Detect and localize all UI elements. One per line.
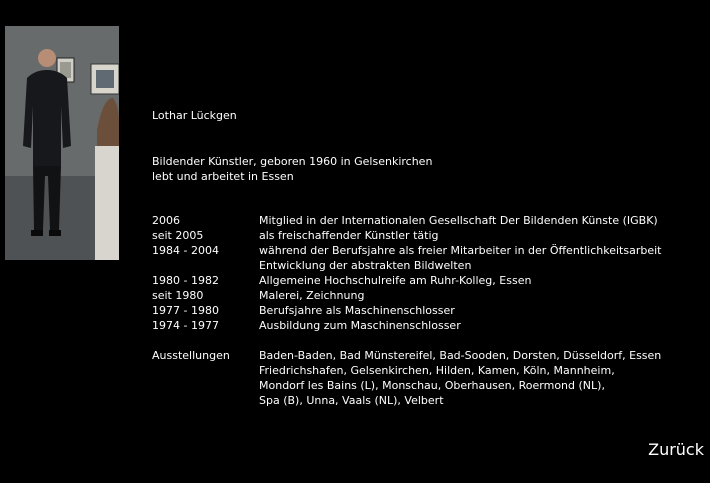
exhibitions-line: Spa (B), Unna, Vaals (NL), Velbert — [259, 394, 444, 407]
exhibitions-label: Ausstellungen — [152, 349, 230, 362]
exhibitions-line: Mondorf les Bains (L), Monschau, Oberhausen, Roermond (NL), — [259, 379, 605, 392]
intro-line: Bildender Künstler, geboren 1960 in Gelsenkirchen — [152, 155, 433, 168]
bio-year: 1980 - 1982 — [152, 274, 219, 287]
bio-row — [152, 303, 692, 318]
bio-year: seit 1980 — [152, 289, 204, 302]
exhibitions-line: Friedrichshafen, Gelsenkirchen, Hilden, Kamen, Köln, Mannheim, — [259, 364, 615, 377]
bio-year: seit 2005 — [152, 229, 204, 242]
bio-row — [152, 213, 692, 228]
bio-row — [152, 273, 692, 288]
bio-text: Mitglied in der Internationalen Gesellschaft Der Bildenden Künste (IGBK) — [259, 214, 658, 227]
bio-year: 1984 - 2004 — [152, 244, 219, 257]
back-link[interactable]: Zurück — [648, 440, 704, 459]
intro-line: lebt und arbeitet in Essen — [152, 170, 294, 183]
bio-row — [152, 243, 692, 273]
bio-row — [152, 288, 692, 303]
biography — [152, 213, 692, 408]
bio-text: Allgemeine Hochschulreife am Ruhr-Kolleg, Essen — [259, 274, 532, 287]
artist-intro — [152, 154, 432, 184]
bio-text: Berufsjahre als Maschinenschlosser — [259, 304, 455, 317]
bio-year: 1974 - 1977 — [152, 319, 219, 332]
exhibitions — [152, 348, 692, 408]
artist-portrait-image — [5, 26, 119, 260]
bio-row — [152, 228, 692, 243]
artist-name: Lothar Lückgen — [152, 109, 237, 122]
exhibitions-line: Baden-Baden, Bad Münstereifel, Bad-Sooden, Dorsten, Düsseldorf, Essen — [259, 349, 662, 362]
bio-year: 2006 — [152, 214, 180, 227]
bio-text: Malerei, Zeichnung — [259, 289, 365, 302]
bio-text: Entwicklung der abstrakten Bildwelten — [259, 259, 472, 272]
artist-photo — [5, 26, 119, 260]
bio-row — [152, 318, 692, 333]
bio-text: Ausbildung zum Maschinenschlosser — [259, 319, 461, 332]
bio-text: als freischaffender Künstler tätig — [259, 229, 439, 242]
bio-text: während der Berufsjahre als freier Mitarbeiter in der Öffentlichkeitsarbeit — [259, 244, 662, 257]
bio-year: 1977 - 1980 — [152, 304, 219, 317]
